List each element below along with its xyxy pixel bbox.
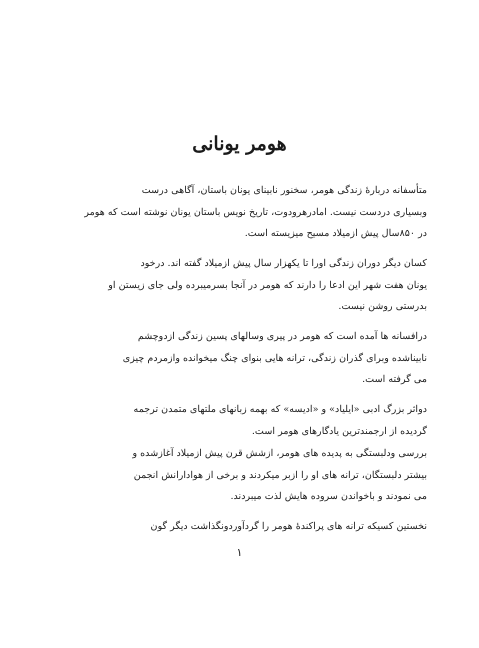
paragraph-6 [62,516,427,538]
text-line: بدرستی روشن نیست. [338,301,427,312]
text-line: در ۸۵۰سال پیش ازمیلاد مسیح میزیسته است. [244,228,427,239]
text-line: گردیده از ارجمندترین یادگارهای هومر است. [251,425,427,437]
text-line: وبسیاری دردست نیست. امادرهرودوت، تاریخ نویس باستان یونان نوشته است که هومر [84,206,427,218]
text-line: درافسانه ها آمده است که هومر در پیری وسالهای پسین زندگی ازدوچشم [137,331,427,342]
text-line: نخستین کسیکه ترانه های پراکندهٔ هومر را گردآوردونگذاشت دیگر گون [150,521,427,532]
text-line: می گرفته است. [362,374,427,385]
text-line: دواثر بزرگ ادبی «ایلیاد» و «ادیسه» که بهمه زبانهای ملتهای متمدن ترجمه [133,404,427,415]
text-line: می نمودند و باخواندن سروده هایش لذت میبردند. [230,491,427,502]
paragraph-5 [62,443,427,508]
text-line: کسان دیگر دوران زندگی اورا تا یکهزار سال پیش ازمیلاد گفته اند. درخود [140,258,427,269]
page-number: ۱ [236,546,243,559]
paragraph-1 [62,180,427,245]
text-line: بررسی ودلبستگی به پدیده های هومر، ازشش قرن پیش ازمیلاد آغازشده و [132,448,427,459]
text-line: نابیناشده وبرای گذران زندگی، ترانه هایی بنوای چنگ میخوانده وازمردم چیزی [122,352,427,364]
paragraph-4 [62,399,427,442]
text-line: بیشتر دلبستگان، ترانه های او را ازبر میکردند و برخی از هوادارانش انجمن [133,469,427,481]
text-line: متأسفانه دربارهٔ زندگی هومر، سخنور نابینای یونان باستان، آگاهی درست [141,185,427,196]
text-line: یونان هفت شهر این ادعا را دارند که هومر در آنجا بسرمیبرده ولی جای زیستن او [108,279,427,291]
page-title: هومر یونانی [192,133,287,155]
paragraph-2 [62,253,427,318]
paragraph-3 [62,326,427,391]
